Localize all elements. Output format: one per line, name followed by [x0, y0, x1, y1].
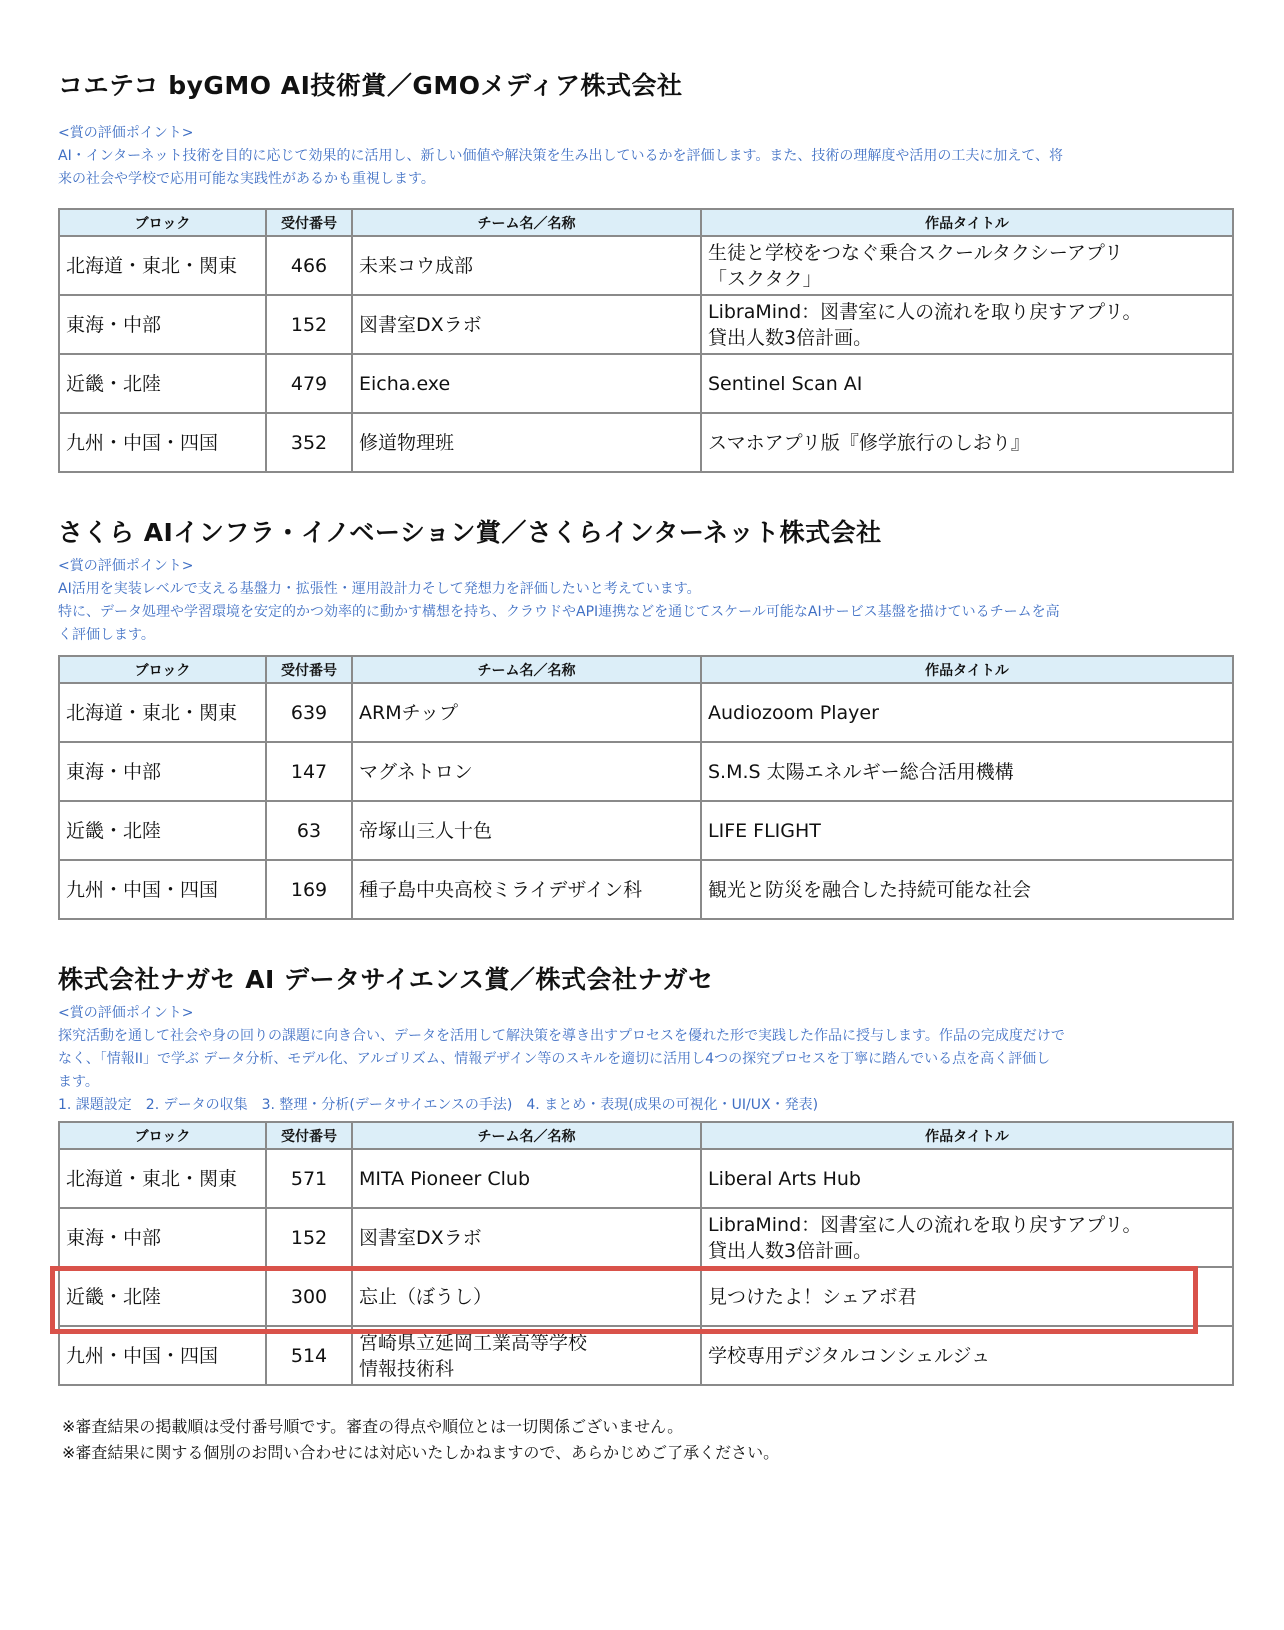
header-block: ブロック — [59, 656, 266, 683]
footnotes — [62, 1414, 779, 1466]
cell-title — [701, 295, 1233, 354]
cell-title — [701, 236, 1233, 295]
cell-block: 東海・中部 — [59, 1208, 266, 1267]
cell-team — [352, 683, 701, 742]
results-table — [58, 655, 1234, 920]
title-line: 学校専用デジタルコンシェルジュ — [708, 1344, 991, 1367]
cell-team — [352, 295, 701, 354]
team-line: 帝塚山三人十色 — [359, 819, 493, 842]
cell-block: 近畿・北陸 — [59, 354, 266, 413]
criteria-line: AI活用を実装レベルで支える基盤力・拡張性・運用設計力そして発想力を評価したいと考えています。 — [58, 581, 701, 597]
cell-title — [701, 413, 1233, 472]
cell-title — [701, 1267, 1233, 1326]
cell-team — [352, 1208, 701, 1267]
title-line: 見つけたよ！シェアボ君 — [708, 1285, 917, 1308]
header-number: 受付番号 — [266, 656, 352, 683]
cell-number: 152 — [266, 295, 352, 354]
table-row — [59, 295, 1233, 354]
table-row — [59, 413, 1233, 472]
title-line: スマホアプリ版『修学旅行のしおり』 — [708, 431, 1030, 454]
criteria-line: なく、「情報II」で学ぶ データ分析、モデル化、アルゴリズム、情報デザイン等のスキルを適切に活用し4つの探究プロセスを丁寧に踏んでいる点を高く評価し — [58, 1051, 1051, 1067]
cell-number: 466 — [266, 236, 352, 295]
title-line: 貸出人数3倍計画。 — [708, 326, 873, 349]
criteria-heading: <賞の評価ポイント> — [58, 125, 194, 141]
team-line: 情報技術科 — [359, 1357, 455, 1380]
cell-title — [701, 354, 1233, 413]
table-header-row — [59, 1122, 1233, 1149]
team-line: 図書室DXラボ — [359, 313, 482, 336]
header-team: チーム名／名称 — [352, 1122, 701, 1149]
cell-team — [352, 1267, 701, 1326]
table-row — [59, 801, 1233, 860]
criteria-line: 特に、データ処理や学習環境を安定的かつ効率的に動かす構想を持ち、クラウドやAPI連携などを通じてスケール可能なAIサービス基盤を描けているチームを高 — [58, 604, 1060, 620]
title-line: 生徒と学校をつなぐ乗合スクールタクシーアプリ — [708, 241, 1124, 264]
table-row-highlighted — [59, 1267, 1233, 1326]
table-header-row — [59, 656, 1233, 683]
cell-number: 300 — [266, 1267, 352, 1326]
footnote: ※審査結果に関する個別のお問い合わせには対応いたしかねますので、あらかじめご了承ください。 — [62, 1443, 780, 1462]
cell-block: 北海道・東北・関東 — [59, 1149, 266, 1208]
title-line: LibraMind：図書室に人の流れを取り戻すアプリ。 — [708, 300, 1142, 323]
cell-block: 九州・中国・四国 — [59, 860, 266, 919]
team-line: MITA Pioneer Club — [359, 1167, 531, 1190]
cell-team — [352, 860, 701, 919]
criteria-heading: <賞の評価ポイント> — [58, 558, 194, 574]
header-team: チーム名／名称 — [352, 656, 701, 683]
cell-title — [701, 1208, 1233, 1267]
cell-team — [352, 1149, 701, 1208]
team-line: 図書室DXラボ — [359, 1226, 482, 1249]
table-header-row — [59, 209, 1233, 236]
criteria-line: AI・インターネット技術を目的に応じて効果的に活用し、新しい価値や解決策を生み出しているかを評価します。また、技術の理解度や活用の工夫に加えて、将 — [58, 148, 1064, 164]
award-section-nagase — [58, 964, 1234, 1386]
team-line: Eicha.exe — [359, 372, 451, 395]
cell-block: 北海道・東北・関東 — [59, 683, 266, 742]
cell-team — [352, 236, 701, 295]
table-row — [59, 236, 1233, 295]
cell-number: 152 — [266, 1208, 352, 1267]
criteria-line: 探究活動を通して社会や身の回りの課題に向き合い、データを活用して解決策を導き出すプロセスを優れた形で実践した作品に授与します。作品の完成度だけで — [58, 1028, 1065, 1044]
title-line: Audiozoom Player — [708, 701, 879, 724]
title-line: 貸出人数3倍計画。 — [708, 1239, 873, 1262]
cell-team — [352, 413, 701, 472]
criteria-line: ます。 — [58, 1074, 99, 1090]
criteria-heading: <賞の評価ポイント> — [58, 1005, 194, 1021]
results-table — [58, 1121, 1234, 1386]
team-line: マグネトロン — [359, 760, 473, 783]
cell-title — [701, 1149, 1233, 1208]
cell-block: 東海・中部 — [59, 742, 266, 801]
title-line: 観光と防災を融合した持続可能な社会 — [708, 878, 1032, 901]
cell-number: 352 — [266, 413, 352, 472]
header-number: 受付番号 — [266, 1122, 352, 1149]
criteria-line: 1. 課題設定 2. データの収集 3. 整理・分析(データサイエンスの手法) 4. まとめ・表現(成果の可視化・UI/UX・発表) — [58, 1097, 819, 1113]
title-line: Liberal Arts Hub — [708, 1167, 861, 1190]
header-number: 受付番号 — [266, 209, 352, 236]
cell-team — [352, 354, 701, 413]
section-title: さくら AIインフラ・イノベーション賞／さくらインターネット株式会社 — [58, 518, 882, 547]
cell-team — [352, 1326, 701, 1385]
cell-block: 東海・中部 — [59, 295, 266, 354]
cell-block: 近畿・北陸 — [59, 801, 266, 860]
header-team: チーム名／名称 — [352, 209, 701, 236]
cell-title — [701, 1326, 1233, 1385]
header-block: ブロック — [59, 1122, 266, 1149]
title-line: LIFE FLIGHT — [708, 819, 821, 842]
table-row — [59, 1326, 1233, 1385]
cell-number: 479 — [266, 354, 352, 413]
header-title: 作品タイトル — [701, 1122, 1233, 1149]
cell-block: 九州・中国・四国 — [59, 413, 266, 472]
cell-block: 北海道・東北・関東 — [59, 236, 266, 295]
header-title: 作品タイトル — [701, 656, 1233, 683]
title-line: Sentinel Scan AI — [708, 372, 863, 395]
cell-number: 571 — [266, 1149, 352, 1208]
team-line: ARMチップ — [359, 701, 459, 724]
title-line: LibraMind：図書室に人の流れを取り戻すアプリ。 — [708, 1213, 1142, 1236]
table-row — [59, 683, 1233, 742]
header-block: ブロック — [59, 209, 266, 236]
award-section-gmo — [58, 70, 1234, 473]
team-line: 種子島中央高校ミライデザイン科 — [359, 878, 643, 901]
cell-number: 63 — [266, 801, 352, 860]
cell-number: 169 — [266, 860, 352, 919]
footnote: ※審査結果の掲載順は受付番号順です。審査の得点や順位とは一切関係ございません。 — [62, 1417, 684, 1436]
table-row — [59, 1208, 1233, 1267]
title-line: S.M.S 太陽エネルギー総合活用機構 — [708, 760, 1014, 783]
cell-number: 147 — [266, 742, 352, 801]
cell-title — [701, 742, 1233, 801]
team-line: 未来コウ成部 — [359, 254, 474, 277]
award-section-sakura — [58, 517, 1234, 920]
table-row — [59, 742, 1233, 801]
cell-block: 九州・中国・四国 — [59, 1326, 266, 1385]
cell-team — [352, 801, 701, 860]
cell-block: 近畿・北陸 — [59, 1267, 266, 1326]
criteria-line: 来の社会や学校で応用可能な実践性があるかも重視します。 — [58, 171, 435, 187]
table-row — [59, 860, 1233, 919]
section-title: 株式会社ナガセ AI データサイエンス賞／株式会社ナガセ — [58, 965, 714, 994]
header-title: 作品タイトル — [701, 209, 1233, 236]
cell-number: 514 — [266, 1326, 352, 1385]
cell-team — [352, 742, 701, 801]
team-line: 修道物理班 — [359, 431, 455, 454]
results-table — [58, 208, 1234, 473]
team-line: 忘止（ぼうし） — [359, 1285, 493, 1308]
team-line: 宮崎県立延岡工業高等学校 — [359, 1331, 588, 1354]
title-line: 「スクタク」 — [708, 267, 822, 290]
table-row — [59, 1149, 1233, 1208]
criteria-line: く評価します。 — [58, 627, 155, 643]
cell-title — [701, 801, 1233, 860]
cell-title — [701, 683, 1233, 742]
cell-number: 639 — [266, 683, 352, 742]
cell-title — [701, 860, 1233, 919]
table-row — [59, 354, 1233, 413]
section-title: コエテコ byGMO AI技術賞／GMOメディア株式会社 — [58, 71, 683, 100]
